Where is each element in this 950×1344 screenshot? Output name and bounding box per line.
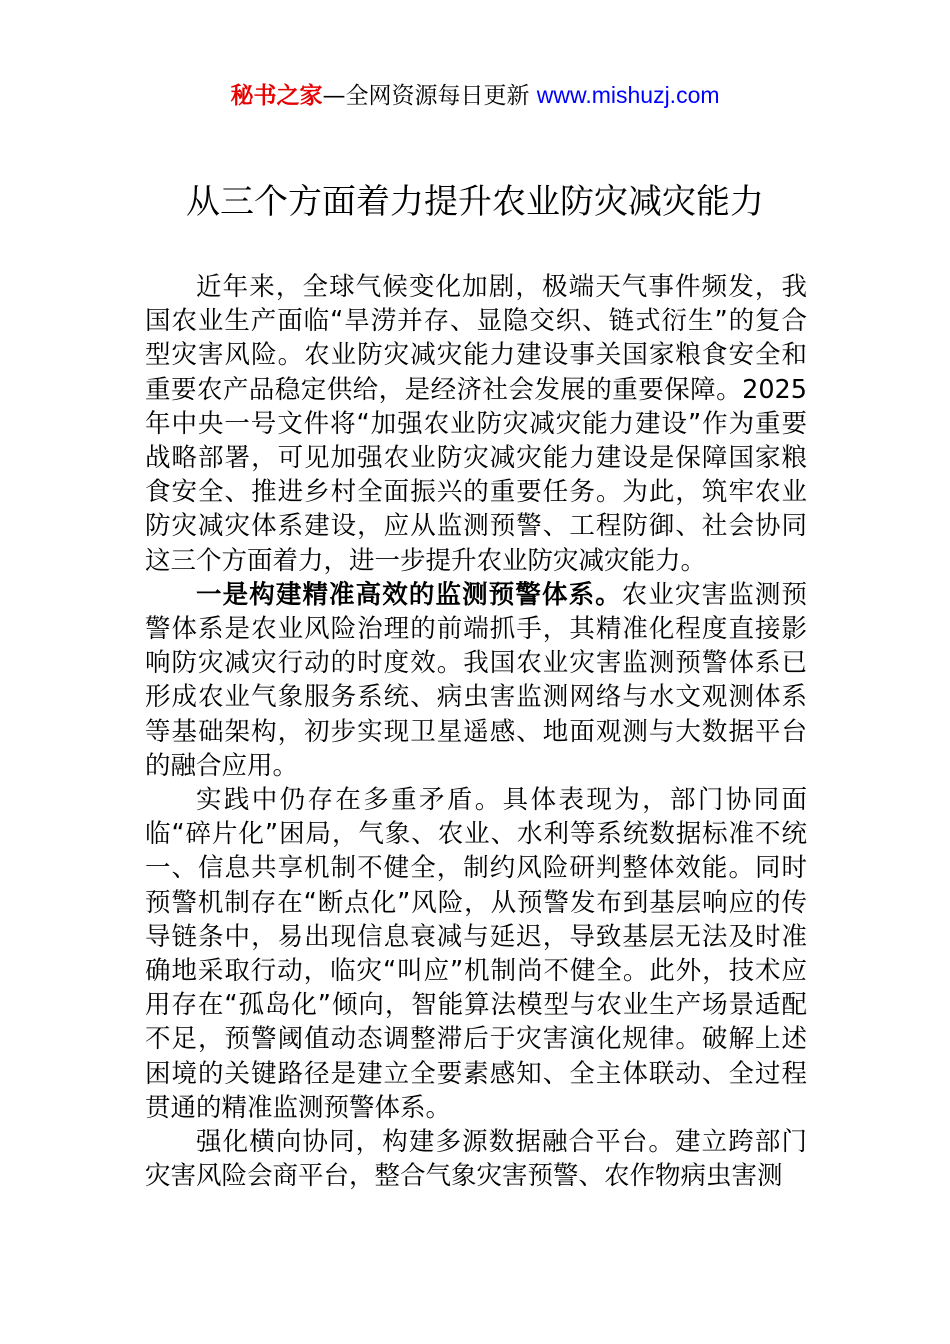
site-brand: 秘书之家 <box>230 83 323 109</box>
paragraph-text: 强化横向协同，构建多源数据融合平台。建立跨部门灾害风险会商平台，整合气象灾害预警、农作物病虫害测 <box>145 1127 807 1192</box>
site-url-link[interactable]: www.mishuzj.com <box>536 82 720 108</box>
paragraph-text: 农业灾害监测预警体系是农业风险治理的前端抓手，其精准化程度直接影响防灾减灾行动的时度效。我国农业灾害监测预警体系已形成农业气象服务系统、病虫害监测网络与水文观测体系等基础架构，初步实现卫星遥感、地面观测与大数据平台的融合应用。 <box>145 579 807 781</box>
paragraph-lead-heading: 一是构建精准高效的监测预警体系。 <box>196 579 622 610</box>
paragraph-text: 近年来，全球气候变化加剧，极端天气事件频发，我国农业生产面临“旱涝并存、显隐交织、链式衍生”的复合型灾害风险。农业防灾减灾能力建设事关国家粮食安全和重要农产品稳定供给，是经济社会发展的重要保障。2025年中央一号文件将“加强农业防灾减灾能力建设”作为重要战略部署，可见加强农业防灾减灾能力建设是保障国家粮食安全、推进乡村全面振兴的重要任务。为此，筑牢农业防灾减灾体系建设，应从监测预警、工程防御、社会协同这三个方面着力，进一步提升农业防灾减灾能力。 <box>145 272 807 576</box>
article-title: 从三个方面着力提升农业防灾减灾能力 <box>186 182 764 222</box>
paragraph-coordination <box>145 1125 807 1193</box>
paragraph-monitoring <box>145 578 807 783</box>
article-body <box>145 270 807 1193</box>
paragraph-problems <box>145 783 807 1125</box>
paragraph-text: 实践中仍存在多重矛盾。具体表现为，部门协同面临“碎片化”困局，气象、农业、水利等系统数据标准不统一、信息共享机制不健全，制约风险研判整体效能。同时预警机制存在“断点化”风险，从预警发布到基层响应的传导链条中，易出现信息衰减与延迟，导致基层无法及时准确地采取行动，临灾“叫应”机制尚不健全。此外，技术应用存在“孤岛化”倾向，智能算法模型与农业生产场景适配不足，预警阈值动态调整滞后于灾害演化规律。破解上述困境的关键路径是建立全要素感知、全主体联动、全过程贯通的精准监测预警体系。 <box>145 785 807 1123</box>
site-tagline: —全网资源每日更新 <box>322 83 537 109</box>
site-header <box>0 78 950 113</box>
paragraph-intro <box>145 270 807 578</box>
